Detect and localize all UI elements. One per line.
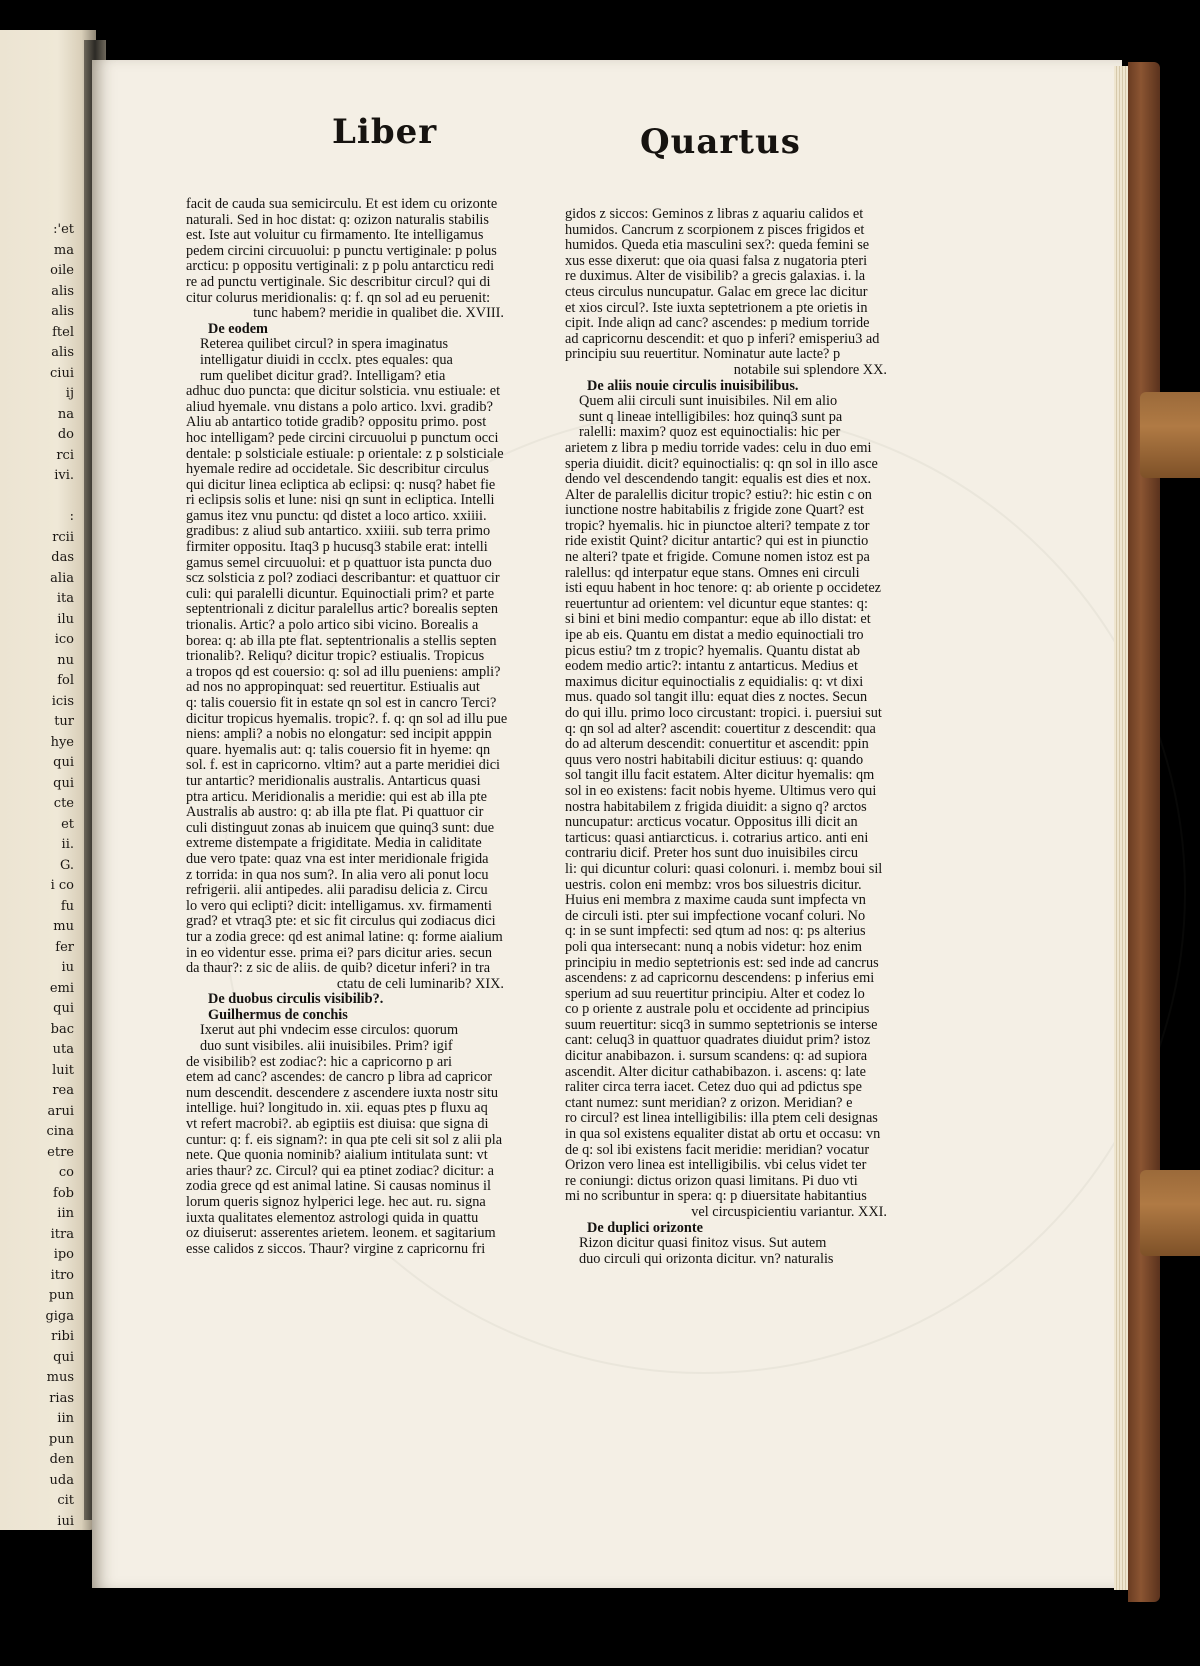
margin-fragment: iin bbox=[57, 1206, 74, 1221]
text-line: dicitur tropicus hyemalis. tropic?. f. q: qn sol ad illu pue bbox=[186, 711, 508, 727]
text-line: humidos. Cancrum z scorpionem z pisces frigidos et bbox=[565, 222, 865, 238]
text-line: re duximus. Alter de visibilib? a grecis galaxias. i. la bbox=[565, 269, 866, 285]
text-line: Rizon dicitur quasi finitoz visus. Sut autem bbox=[579, 1236, 827, 1252]
text-line: Huius eni membra z maxime cauda sunt impfecta vn bbox=[565, 893, 866, 909]
text-line: iunctione nostre habitabilis z frigide zone Quart? est bbox=[565, 503, 864, 519]
text-line: lorum queris signoz hylperici lege. hec aut. ru. signa bbox=[186, 1195, 486, 1210]
margin-fragment: alia bbox=[50, 570, 74, 586]
text-line: aries thaur? zc. Circul? qui ea ptinet zodiac? dicitur: a bbox=[186, 1163, 495, 1179]
text-line: cuntur: q: f. eis signam?: in qua pte celi sit sol z alii pla bbox=[186, 1132, 503, 1148]
text-line: ne alteri? tpate et frigide. Comune nomen istoz est pa bbox=[565, 550, 870, 566]
text-line: Orizon vero linea est intelligibilis. vbi celus videt ter bbox=[565, 1158, 867, 1174]
text-line: extreme distempate a frigiditate. Media in caliditate bbox=[186, 836, 482, 852]
text-line: xus esse dixerut: que oia quasi falsa z nugatoria pteri bbox=[565, 253, 868, 269]
section-heading: De duplici orizonte bbox=[587, 1220, 703, 1236]
text-line: suum reuertitur: sicq3 in summo septetrionis se interse bbox=[565, 1017, 878, 1033]
text-column-right bbox=[565, 207, 895, 1267]
text-line: q: in se sunt impfecti: sed qtum ad nos: q: ps alterius bbox=[565, 924, 866, 940]
margin-fragment: iu bbox=[61, 960, 74, 975]
text-line: refrigerii. alii antipedes. alii paradisu delicia z. Circu bbox=[186, 883, 488, 899]
text-line: culi distinguut zonas ab inuicem que quinq3 sunt: due bbox=[186, 820, 495, 836]
text-line: poli qua intersecant: nunq a nobis videtur: hoz enim bbox=[565, 939, 862, 955]
text-line: lo vero qui eclipti? dicit: intelligamus. xv. firmamenti bbox=[186, 898, 492, 914]
text-line: q: qn sol ad alter? ascendit: couertitur z descendit: qua bbox=[565, 721, 876, 737]
text-line: mus. quado sol tangit illu: equat dies z noctes. Secun bbox=[565, 690, 868, 706]
section-heading: Guilhermus de conchis bbox=[208, 1007, 348, 1023]
text-line: re coniungi: dictus orizon quasi limitans. Pi duo vti bbox=[565, 1173, 858, 1189]
margin-fragment: et bbox=[61, 816, 74, 832]
text-line: Reterea quilibet circul? in spera imaginatus bbox=[200, 337, 449, 353]
text-line: picus estiu? tm z tropic? hyemalis. Quantu distat ab bbox=[565, 643, 860, 659]
text-line: niens: ampli? a nobis no elongatur: sed incipit apppin bbox=[186, 727, 492, 743]
text-line: sol in eo existens: facit nobis hyeme. Ultimus vero qui bbox=[565, 783, 877, 799]
text-line: duo circuli qui orizonta dicitur. vn? naturalis bbox=[579, 1251, 834, 1267]
text-line: ride existit Quint? dicitur antartic? qui est in piunctio bbox=[565, 534, 869, 550]
text-line: maximus dicitur equinoctialis z equidialis: q: vt dixi bbox=[565, 674, 864, 690]
text-line: speria diuidit. dicit? equinoctialis: q: qn sol in illo asce bbox=[565, 456, 878, 472]
text-line: gamus semel circuuolui: et p quattuor ista puncta duo bbox=[186, 555, 492, 571]
text-line: contrariu dicif. Preter hos sunt duo inuisibiles circu bbox=[565, 846, 859, 862]
margin-fragment: alis bbox=[51, 345, 74, 360]
margin-fragment: uda bbox=[49, 1472, 74, 1488]
margin-fragment: :'et bbox=[53, 222, 74, 237]
margin-fragment bbox=[0, 487, 90, 508]
margin-fragment: ftel bbox=[52, 324, 74, 340]
text-line: citur colurus meridionalis: q: f. qn sol ad eu peruenit: bbox=[186, 290, 491, 306]
chapter-number-line: tunc habem? meridie in qualibet die. XVIII. bbox=[253, 306, 504, 322]
text-line: de circuli isti. pter sui impfectione vocanf coluri. No bbox=[565, 908, 866, 924]
text-line: facit de cauda sua semicirculu. Et est idem cu orizonte bbox=[186, 197, 498, 212]
margin-fragment: fer bbox=[55, 939, 74, 955]
text-line: ralellus: qd interpatur eque stans. Omnes eni circuli bbox=[565, 565, 860, 581]
margin-fragment: oile bbox=[50, 263, 74, 278]
text-line: da thaur?: z sic de aliis. de quib? dicetur inferi? in tra bbox=[186, 961, 491, 977]
text-line: intelligatur diuidi in ccclx. ptes equales: qua bbox=[200, 352, 453, 368]
text-line: li: qui dicuntur coluri: quasi colonuri. i. membz boui sil bbox=[565, 861, 883, 877]
text-line: dicitur anabibazon. i. sursum scandens: q: ad supiora bbox=[565, 1049, 868, 1065]
margin-fragment: nu bbox=[57, 652, 74, 668]
text-line: humidos. Queda etia masculini sex?: queda femini se bbox=[565, 238, 870, 254]
text-line: trionalib?. Reliqu? dicitur tropic? estiualis. Tropicus bbox=[186, 649, 485, 665]
margin-fragment: pun bbox=[48, 1431, 74, 1447]
margin-fragment: do bbox=[57, 427, 74, 442]
text-line: gidos z siccos: Geminos z libras z aquariu calidos et bbox=[565, 207, 864, 222]
running-head-right: Quartus bbox=[640, 122, 801, 162]
margin-fragment: hye bbox=[50, 734, 74, 750]
text-line: cipit. Inde aliqn ad canc? ascendes: p medium torride bbox=[565, 316, 870, 332]
text-line: cteus circulus nuncupatur. Galac em grece lac dicitur bbox=[565, 284, 868, 300]
margin-fragment: na bbox=[57, 406, 74, 422]
running-head-left: Liber bbox=[332, 112, 438, 152]
margin-fragment: ilu bbox=[57, 611, 74, 627]
margin-fragment: fol bbox=[57, 673, 74, 688]
margin-fragment: uta bbox=[52, 1042, 74, 1057]
text-line: gamus itez vnu punctu: qd distet a loco artico. xxiiii. bbox=[186, 508, 487, 524]
margin-fragment: icis bbox=[51, 693, 74, 709]
margin-fragment: ma bbox=[53, 242, 74, 258]
text-line: esse calidos z siccos. Thaur? virgine z capricornu fri bbox=[186, 1241, 486, 1257]
margin-fragment: etre bbox=[47, 1144, 74, 1160]
text-line: quus vero nostri habitabili dicitur estiuus: q: quando bbox=[565, 752, 864, 768]
text-line: dentale: p solsticiale estiuale: p orientale: z p solsticiale bbox=[186, 446, 504, 462]
text-line: duo sunt visibiles. alii inuisibiles. Prim? igif bbox=[200, 1039, 453, 1055]
text-line: arcticu: p oppositu vertiginali: z p polu antarcticu redi bbox=[186, 259, 495, 275]
margin-fragment: ii. bbox=[61, 837, 74, 852]
margin-fragment: den bbox=[49, 1452, 74, 1467]
text-line: principiu in medio septetrionis est: sed inde ad cancrus bbox=[565, 955, 879, 971]
margin-fragment: ribi bbox=[51, 1329, 74, 1344]
text-line: num descendit. descendere z ascendere iuxta nostr situ bbox=[186, 1085, 499, 1101]
text-line: tropic? hyemalis. hic in piunctoe alteri? tempate z tor bbox=[565, 518, 870, 534]
text-line: adhuc duo puncta: que dicitur solsticia. vnu estiuale: et bbox=[186, 384, 501, 400]
text-line: iuxta qualitates elementoz astrologi quida in quattu bbox=[186, 1210, 479, 1226]
margin-fragment: G. bbox=[59, 857, 74, 873]
text-line: grad? et vtraq3 pte: et sic fit circulus qui zodiacus dici bbox=[186, 914, 496, 930]
text-line: ctant numez: sunt meridian? z orizon. Meridian? e bbox=[565, 1095, 853, 1111]
margin-fragment: cina bbox=[46, 1124, 74, 1139]
text-line: et xios circul?. Iste iuxta septetrionem a pte orietis in bbox=[565, 300, 868, 316]
text-line: q: talis couersio fit in estate qn sol est in cancro Terci? bbox=[186, 696, 497, 711]
text-line: sol tangit illu facit estatem. Alter dicitur hyemalis: qm bbox=[565, 768, 875, 784]
text-line: arietem z libra p mediu torride vades: celu in duo emi bbox=[565, 440, 872, 456]
text-line: isti equu habent in hoc tenore: q: ab oriente p occidetez bbox=[565, 581, 882, 597]
text-line: de visibilib? est zodiac?: hic a capricorno p ari bbox=[186, 1054, 452, 1070]
text-line: pedem circini circuuolui: p punctu vertiginale: p polus bbox=[186, 243, 497, 259]
text-line: firmiter oppositu. Itaq3 p hucusq3 stabile erat: intelli bbox=[186, 540, 488, 556]
text-line: de q: sol ibi existens facit meridie: meridian? vocatur bbox=[565, 1142, 870, 1158]
text-line: nete. Que quonia nominib? aialium intitulata sunt: vt bbox=[186, 1148, 488, 1164]
text-line: culi: qui paralelli dicuntur. Equinoctiali prim? et parte bbox=[186, 586, 495, 602]
margin-fragment: luit bbox=[52, 1062, 74, 1078]
margin-fragment: ita bbox=[56, 591, 74, 606]
text-line: ipe ab eis. Quantu em distat a medio equinoctiali tro bbox=[565, 628, 864, 644]
chapter-number-line: notabile sui splendore XX. bbox=[733, 362, 887, 378]
section-heading: De aliis nouie circulis inuisibilibus. bbox=[587, 378, 799, 394]
margin-fragment: emi bbox=[49, 980, 74, 996]
text-line: ad nos no appropinquat: sed reuertitur. Estiualis aut bbox=[186, 680, 480, 696]
margin-fragment: das bbox=[51, 550, 74, 565]
margin-fragment: : bbox=[69, 509, 74, 524]
text-line: reuertuntur ad orientem: vel dicuntur eque stantes: q: bbox=[565, 596, 868, 612]
text-line: naturali. Sed in hoc distat: q: ozizon naturalis stabilis bbox=[186, 212, 489, 228]
text-line: uestris. colon eni membz: vros bos siluestris dicitur. bbox=[565, 877, 862, 893]
text-line: quare. hyemalis aut: q: talis couersio fit in hyeme: qn bbox=[186, 742, 491, 758]
text-line: est. Iste aut voluitur cu firmamento. Ite intelligamus bbox=[186, 228, 484, 244]
text-line: ri eclipsis solis et lune: nisi qn sunt in ecliptica. Intelli bbox=[186, 493, 495, 509]
text-line: vt refert macrobi?. ab egiptiis est diuisa: que signa di bbox=[186, 1117, 489, 1133]
margin-fragment: fu bbox=[60, 898, 74, 914]
margin-fragment: qui bbox=[53, 1349, 74, 1365]
text-line: hoc intelligam? pede circini circuuolui p punctum occi bbox=[186, 430, 499, 446]
margin-fragment: itra bbox=[50, 1226, 74, 1242]
text-line: a tropos qd est couersio: q: sol ad illu pueniens: ampli? bbox=[186, 664, 501, 680]
margin-fragment: mus bbox=[46, 1370, 74, 1385]
section-heading: De duobus circulis visibilib?. bbox=[208, 992, 384, 1008]
margin-fragment: alis bbox=[51, 304, 74, 319]
margin-fragment: ivi. bbox=[54, 468, 74, 483]
text-line: aliud hyemale. vnu distans a polo artico. lxvi. gradib? bbox=[186, 399, 493, 415]
margin-fragment: i co bbox=[50, 878, 74, 893]
margin-fragment: fob bbox=[53, 1185, 74, 1201]
margin-fragment: iin bbox=[57, 1411, 74, 1426]
text-line: nuncupatur: arcticus vocatur. Oppositus illi dicit an bbox=[565, 815, 858, 831]
margin-fragment: ij bbox=[65, 386, 74, 401]
margin-fragment: qui bbox=[53, 775, 74, 791]
text-line: tarticus: quasi antiarcticus. i. cotrarius artico. anti eni bbox=[565, 830, 869, 846]
text-line: rum quelibet dicitur grad?. Intelligam? etia bbox=[200, 368, 446, 384]
text-line: septentrionali z dicitur paralellus artic? borealis septen bbox=[186, 602, 499, 618]
text-line: do qui illu. primo loco circustant: tropici. i. puersiui sut bbox=[565, 706, 882, 721]
margin-fragment: bac bbox=[50, 1021, 74, 1037]
text-line: nostra habitabilem z frigida diuidit: a signo q? arctos bbox=[565, 799, 867, 815]
left-page-text-fragments bbox=[0, 220, 90, 1530]
text-line: intellige. hui? longitudo in. xii. equas ptes p fluxu aq bbox=[186, 1101, 488, 1117]
text-line: Australis ab austro: q: ab illa pte flat. Pi quattuor cir bbox=[186, 805, 484, 821]
text-line: scz solsticia z pol? zodiaci describantur: et quattuor cir bbox=[186, 571, 500, 587]
text-line: principiu suu reuertitur. Nominatur aute lacte? p bbox=[565, 347, 841, 363]
margin-fragment: tur bbox=[54, 714, 74, 729]
margin-fragment: ico bbox=[54, 632, 74, 647]
text-line: ro circul? est linea intelligibilis: illa ptem celi designas bbox=[565, 1111, 878, 1127]
text-line: Ixerut aut phi vndecim esse circulos: quorum bbox=[200, 1023, 459, 1039]
chapter-number-line: ctatu de celi luminarib? XIX. bbox=[336, 976, 504, 992]
text-line: sperium ad suu reuertitur principiu. Alter et codez lo bbox=[565, 986, 865, 1002]
text-line: tur a zodia grece: qd est animal latine: q: forme aialium bbox=[186, 929, 503, 945]
text-line: Quem alii circuli sunt inuisibiles. Nil em alio bbox=[579, 394, 838, 410]
text-line: z torrida: in qua nos sum?. In alia vero ali ponut locu bbox=[186, 867, 489, 883]
margin-fragment: cte bbox=[53, 796, 74, 811]
margin-fragment: cit bbox=[57, 1493, 74, 1508]
text-column-left bbox=[186, 197, 512, 1257]
text-line: ralelli: maxim? quoz est equinoctialis: hic per bbox=[579, 425, 841, 441]
margin-fragment: giga bbox=[45, 1308, 74, 1324]
text-line: si bini et bini medio compantur: eque ab illo distat: et bbox=[565, 612, 871, 628]
margin-fragment: ipo bbox=[53, 1247, 74, 1262]
text-line: hyemale redire ad occidetale. Sic describitur circulus bbox=[186, 462, 489, 478]
text-line: cant: celuq3 in quattuor quadrates diuidut prim? istoz bbox=[565, 1033, 871, 1049]
margin-fragment: rcii bbox=[52, 529, 74, 545]
text-line: in eo videntur esse. prima ei? pars dicitur aries. secun bbox=[186, 945, 493, 961]
text-line: oz diuiserut: asserentes arietem. leonem. et sagitarium bbox=[186, 1226, 496, 1242]
margin-fragment: rias bbox=[49, 1390, 74, 1406]
text-line: re ad punctu vertiginale. Sic describitur circul? qui di bbox=[186, 274, 491, 290]
margin-fragment: qui bbox=[53, 755, 74, 770]
text-line: sunt q lineae intelligibiles: hoz quinq3 sunt pa bbox=[579, 409, 843, 425]
text-line: eodem medio artic?: intantu z antarticus. Medius et bbox=[565, 659, 858, 675]
margin-fragment: arui bbox=[47, 1103, 74, 1119]
text-line: sol. f. est in capricorno. vltim? aut a parte meridiei dici bbox=[186, 758, 501, 774]
margin-fragment: qui bbox=[53, 1001, 74, 1016]
margin-fragment: co bbox=[58, 1165, 74, 1180]
section-heading: De eodem bbox=[208, 321, 268, 337]
text-line: zodia grece qd est animal latine. Si causas nominus il bbox=[186, 1179, 491, 1195]
text-line: tur antartic? meridionalis australis. Antarticus quasi bbox=[186, 773, 481, 789]
leather-strap-bottom bbox=[1140, 1170, 1200, 1256]
text-line: borea: q: ab illa pte flat. septentrionalis a stellis septen bbox=[186, 633, 497, 649]
chapter-number-line: vel circuspicientiu variantur. XXI. bbox=[691, 1205, 887, 1220]
text-line: mi no scribuntur in spera: q: p diuersitate habitantius bbox=[565, 1189, 867, 1205]
text-line: ascendens: z ad capricornu descendens: p inferius emi bbox=[565, 971, 875, 987]
margin-fragment: iui bbox=[57, 1513, 74, 1529]
text-line: dendo vel descendendo tangit: equalis est dies et nox. bbox=[565, 472, 872, 488]
text-line: ptra articu. Meridionalis a meridie: qui est ab illa pte bbox=[186, 789, 487, 805]
text-line: Alter de paralellis dicitur tropic? estiu?: hic estin c on bbox=[565, 487, 872, 503]
text-line: in qua sol existens equaliter distat ab ortu et occasu: vn bbox=[565, 1127, 881, 1143]
leather-strap-top bbox=[1140, 392, 1200, 478]
margin-fragment: itro bbox=[50, 1267, 74, 1283]
text-line: do ad alterum descendit: conuertitur et ascendit: ppin bbox=[565, 737, 869, 753]
text-line: qui dicitur linea ecliptica ab eclipsi: q: nusq? habet fie bbox=[186, 477, 496, 493]
text-line: ascendit. Alter dicitur cathabibazon. i. ascens: q: late bbox=[565, 1064, 866, 1080]
text-line: raliter circa terra iacet. Cetez duo qui ad pdictus spe bbox=[565, 1080, 862, 1096]
book-cover-edge bbox=[1128, 62, 1160, 1602]
text-line: trionalis. Artic? a polo artico sibi vicino. Borealis a bbox=[186, 618, 479, 634]
text-line: gradibus: z aliud sub antartico. xxiiii. sub terra primo bbox=[186, 524, 491, 540]
text-line: co p oriente z australe polu et occidente ad principius bbox=[565, 1002, 870, 1018]
text-line: ad capricornu descendit: et quo p inferi? emisperiu3 ad bbox=[565, 331, 880, 347]
margin-fragment: rci bbox=[56, 447, 74, 463]
margin-fragment: ciui bbox=[50, 365, 74, 381]
margin-fragment: alis bbox=[51, 283, 74, 299]
text-line: Aliu ab antartico totide gradib? oppositu primo. post bbox=[186, 415, 487, 431]
margin-fragment: rea bbox=[52, 1083, 74, 1098]
text-line: etem ad canc? ascendes: de cancro p libra ad capricor bbox=[186, 1070, 493, 1086]
left-page bbox=[0, 30, 96, 1530]
margin-fragment: pun bbox=[48, 1288, 74, 1303]
text-line: due vero tpate: quaz vna est inter meridionale frigida bbox=[186, 851, 489, 867]
margin-fragment: mu bbox=[53, 919, 74, 934]
